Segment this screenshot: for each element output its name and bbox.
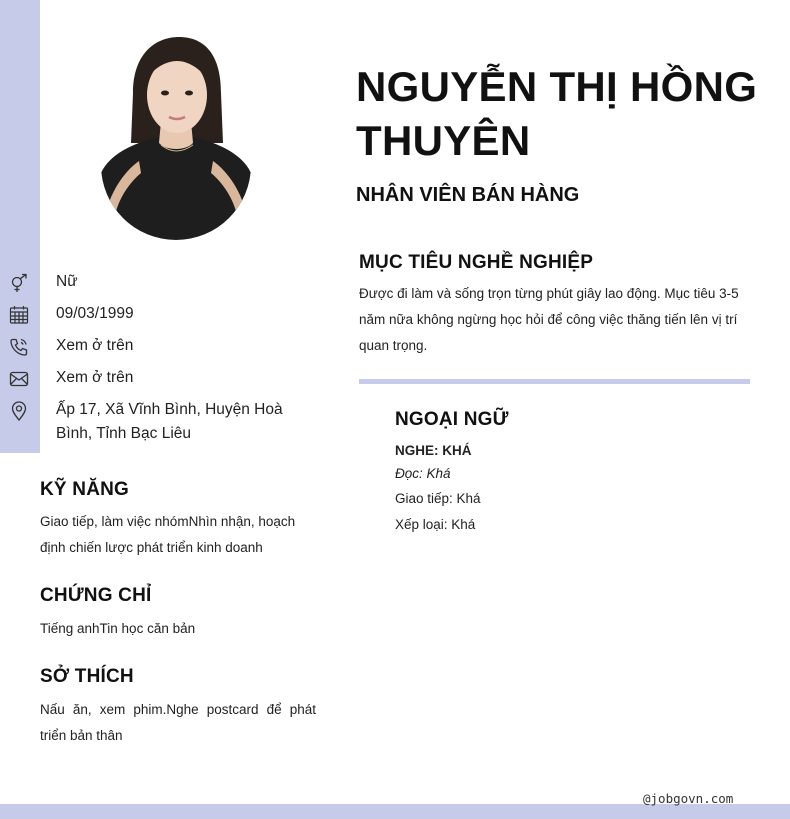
- watermark-text: @jobgovn.com: [643, 791, 734, 806]
- skills-title: KỸ NĂNG: [40, 479, 130, 500]
- profile-photo: [101, 33, 251, 240]
- certificates-title: CHỨNG CHỈ: [40, 585, 152, 606]
- hobbies-title: SỞ THÍCH: [40, 666, 134, 687]
- gender-text: Nữ: [56, 273, 78, 290]
- objective-title: MỤC TIÊU NGHỀ NGHIỆP: [359, 252, 594, 273]
- candidate-name: NGUYỄN THỊ HỒNG THUYÊN: [356, 63, 758, 164]
- email-text: Xem ở trên: [56, 369, 134, 386]
- language-speaking: Giao tiếp: Khá: [395, 491, 481, 506]
- gender-icon: [9, 273, 29, 293]
- objective-text: Được đi làm và sống trọn từng phút giây lao động. Mục tiêu 3-5 năm nữa không ngừng học hỏi để công việc thăng tiến lên vị trí quan trọng.: [359, 286, 739, 353]
- phone-text: Xem ở trên: [56, 337, 134, 354]
- calendar-icon: [9, 305, 29, 325]
- language-reading: Đọc: Khá: [395, 466, 451, 481]
- section-divider: [359, 379, 750, 384]
- address-text: Ấp 17, Xã Vĩnh Bình, Huyện Hoà Bình, Tỉnh Bạc Liêu: [56, 401, 283, 442]
- hobbies-text: Nấu ăn, xem phim.Nghe postcard để phát triển bản thân: [40, 702, 316, 743]
- bottom-accent-bar: [0, 804, 790, 819]
- phone-icon: [9, 337, 29, 357]
- email-icon: [9, 369, 29, 389]
- language-listening: NGHE: KHÁ: [395, 443, 472, 458]
- skills-text: Giao tiếp, làm việc nhómNhìn nhận, hoạch định chiến lược phát triển kinh doanh: [40, 514, 296, 555]
- languages-title: NGOẠI NGỮ: [395, 409, 509, 430]
- language-rating: Xếp loại: Khá: [395, 517, 476, 532]
- job-title: NHÂN VIÊN BÁN HÀNG: [356, 184, 580, 206]
- birthday-text: 09/03/1999: [56, 305, 134, 322]
- location-pin-icon: [9, 401, 29, 421]
- certificates-text: Tiếng anhTin học căn bản: [40, 621, 196, 636]
